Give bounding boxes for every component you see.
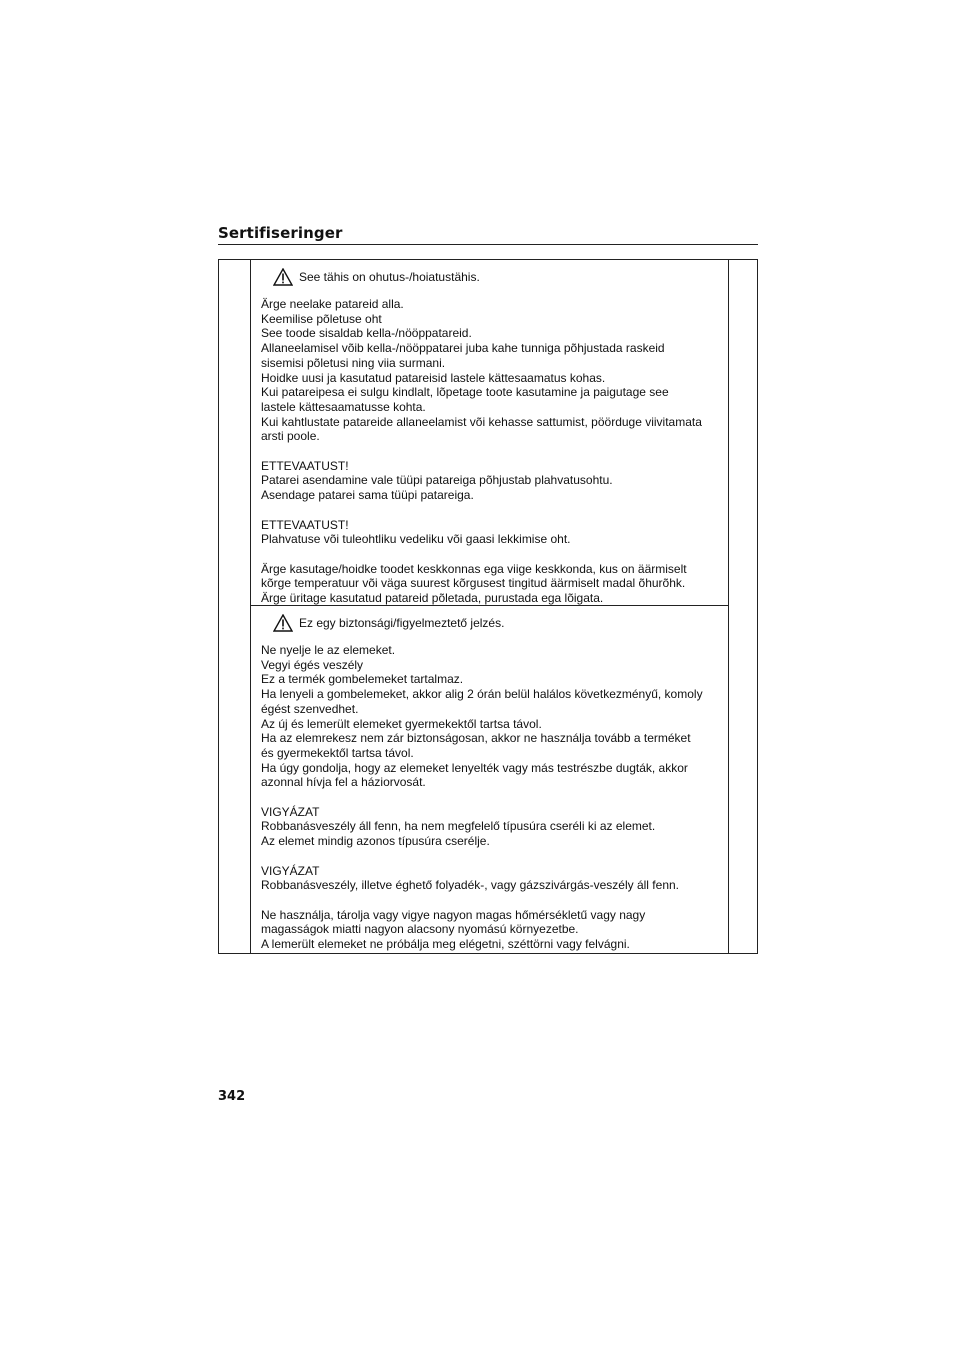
- text-line: égést szenvedhet.: [261, 701, 359, 716]
- paragraph: [261, 459, 718, 503]
- estonian-paragraphs: [261, 297, 718, 606]
- paragraph: [261, 643, 718, 790]
- text-line: ETTEVAATUST!: [261, 458, 349, 473]
- text-line: azonnal hívja fel a háziorvosát.: [261, 775, 426, 790]
- text-line: Ärge kasutage/hoidke toodet keskkonnas ega viige keskkonda, kus on äärmiselt: [261, 561, 687, 576]
- text-line: Ez a termék gombelemeket tartalmaz.: [261, 672, 464, 687]
- paragraph: [261, 518, 718, 547]
- paragraph: [261, 805, 718, 849]
- text-line: Robbanásveszély áll fenn, ha nem megfelelő típusúra cseréli ki az elemet.: [261, 819, 656, 834]
- text-line: VIGYÁZAT: [261, 804, 320, 819]
- text-line: Kui patareipesa ei sulgu kindlalt, lõpetage toote kasutamine ja paigutage see: [261, 385, 669, 400]
- section-title: Sertifiseringer: [218, 224, 343, 242]
- text-line: Patarei asendamine vale tüüpi patareiga põhjustab plahvatusohtu.: [261, 473, 613, 488]
- estonian-warning-header: [273, 268, 718, 286]
- text-line: Robbanásveszély, illetve éghető folyadék-, vagy gázszivárgás-veszély áll fenn.: [261, 878, 679, 893]
- text-line: Allaneelamisel võib kella-/nööppatarei juba kahe tunniga põhjustada raskeid: [261, 341, 665, 356]
- paragraph: [261, 562, 718, 606]
- paragraph: [261, 297, 718, 444]
- text-line: Ne nyelje le az elemeket.: [261, 643, 396, 657]
- text-line: sisemisi põletusi ning viia surmani.: [261, 355, 446, 370]
- hungarian-paragraphs: [261, 643, 718, 952]
- warnings-table: [218, 259, 758, 954]
- text-line: Ha lenyeli a gombelemeket, akkor alig 2 órán belül halálos következményű, komoly: [261, 687, 703, 702]
- paragraph: [261, 908, 718, 952]
- title-divider: [218, 244, 758, 245]
- text-line: Ha az elemrekesz nem zár biztonságosan, akkor ne használja tovább a terméket: [261, 731, 691, 746]
- warning-triangle-icon: [273, 614, 293, 632]
- text-line: Keemilise põletuse oht: [261, 311, 382, 326]
- text-line: Hoidke uusi ja kasutatud patareisid lastele kättesaamatus kohas.: [261, 370, 606, 385]
- text-line: magasságok miatti nagyon alacsony nyomású környezetbe.: [261, 922, 579, 937]
- text-line: lastele kättesaamatusse kohta.: [261, 399, 426, 414]
- text-line: Kui kahtlustate patareide allaneelamist või kehasse sattumist, pöörduge viivitamata: [261, 414, 702, 429]
- text-line: VIGYÁZAT: [261, 863, 320, 878]
- text-line: és gyermekektől tartsa távol.: [261, 745, 414, 760]
- text-line: Ärge neelake patareid alla.: [261, 297, 404, 311]
- text-line: kõrge temperatuur või väga suurest kõrgusest tingitud äärmiselt madal õhurõhk.: [261, 576, 686, 591]
- text-line: Ärge üritage kasutatud patareid põletada, purustada ega lõigata.: [261, 591, 604, 606]
- warning-symbol-text: See tähis on ohutus-/hoiatustähis.: [299, 269, 480, 284]
- text-line: Asendage patarei sama tüüpi patareiga.: [261, 488, 474, 503]
- text-line: Plahvatuse või tuleohtliku vedeliku või gaasi lekkimise oht.: [261, 532, 571, 547]
- text-line: Ha úgy gondolja, hogy az elemeket lenyelték vagy más testrészbe dugták, akkor: [261, 760, 688, 775]
- hungarian-warning-cell: [250, 606, 728, 954]
- text-line: Az új és lemerült elemeket gyermekektől tartsa távol.: [261, 716, 542, 731]
- text-line: Az elemet mindig azonos típusúra cserélje.: [261, 834, 490, 849]
- text-line: Ne használja, tárolja vagy vigye nagyon magas hőmérsékletű vagy nagy: [261, 907, 646, 922]
- text-line: A lemerült elemeket ne próbálja meg elégetni, széttörni vagy felvágni.: [261, 937, 630, 952]
- table-right-column-border: [728, 260, 729, 953]
- text-line: See toode sisaldab kella-/nööppatareid.: [261, 326, 472, 341]
- page-number: 342: [218, 1089, 246, 1104]
- text-line: arsti poole.: [261, 429, 320, 444]
- warning-triangle-icon: [273, 268, 293, 286]
- estonian-warning-cell: [250, 260, 728, 606]
- warning-symbol-text: Ez egy biztonsági/figyelmeztető jelzés.: [299, 615, 505, 630]
- text-line: ETTEVAATUST!: [261, 517, 349, 532]
- paragraph: [261, 864, 718, 893]
- text-line: Vegyi égés veszély: [261, 657, 364, 672]
- hungarian-warning-header: [273, 614, 718, 632]
